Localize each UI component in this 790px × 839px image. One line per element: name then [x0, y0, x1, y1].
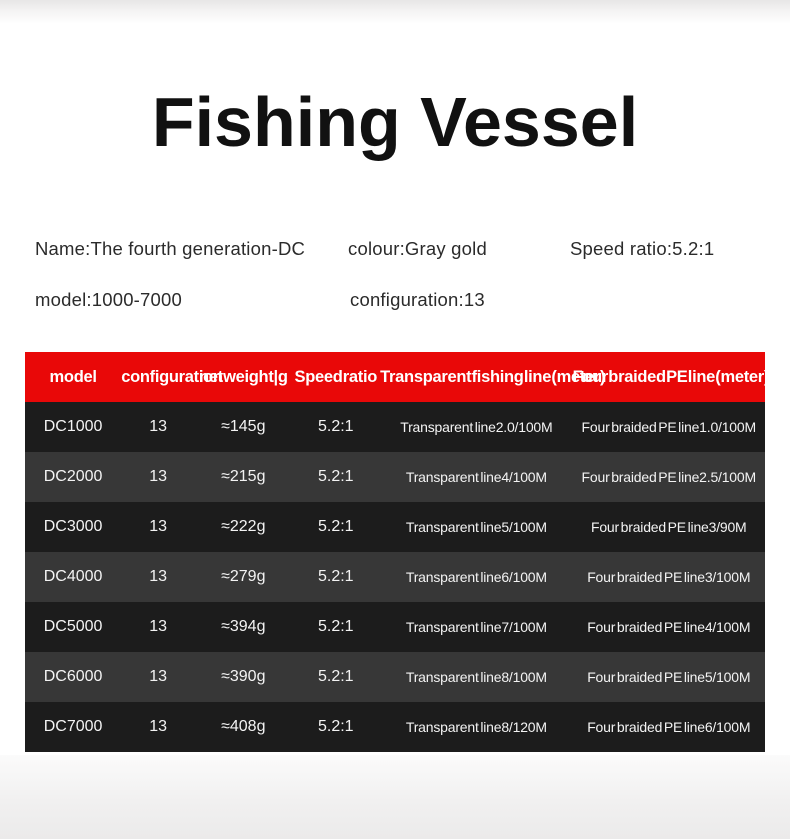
header-cell-transparent-line: Transparent fishing line (meter)	[380, 367, 606, 386]
table-cell: DC4000	[43, 568, 103, 585]
table-cell: 5.2:1	[317, 668, 354, 685]
table-cell: Four braided PE line2.5/100M	[581, 469, 756, 485]
bottom-shade-strip	[0, 755, 790, 839]
table-row	[25, 552, 765, 602]
table-body	[25, 402, 765, 752]
table-row	[25, 452, 765, 502]
table-row	[25, 502, 765, 552]
table-cell: Transparent line2.0/100M	[400, 419, 553, 435]
table-cell: 13	[149, 468, 168, 485]
spec-model: model:1000-7000	[35, 289, 182, 310]
table-cell: 5.2:1	[317, 718, 354, 735]
table-cell: 5.2:1	[317, 518, 354, 535]
header-cell-configuration: configuration	[121, 367, 223, 386]
table-row	[25, 402, 765, 452]
spec-speed-ratio: Speed ratio:5.2:1	[570, 238, 715, 259]
top-shade-strip	[0, 0, 790, 24]
table-cell: DC2000	[43, 468, 103, 485]
table-cell: Transparent line5/100M	[405, 519, 547, 535]
table-cell: DC7000	[43, 718, 103, 735]
table-cell: 13	[149, 618, 168, 635]
table-row	[25, 652, 765, 702]
table-cell: Four braided PE line3/100M	[587, 569, 751, 585]
table-row	[25, 702, 765, 752]
table-cell: ≈408g	[221, 718, 266, 735]
table-cell: Four braided PE line5/100M	[587, 669, 751, 685]
table-cell: 13	[149, 418, 168, 435]
table-cell: Four braided PE line1.0/100M	[581, 419, 756, 435]
table-cell: ≈222g	[221, 518, 266, 535]
spec-name: Name:The fourth generation-DC	[35, 238, 306, 259]
table-cell: Transparent line7/100M	[405, 619, 547, 635]
table-cell: DC6000	[43, 668, 103, 685]
table-cell: ≈394g	[221, 618, 266, 635]
table-cell: ≈215g	[221, 468, 266, 485]
table-row	[25, 602, 765, 652]
table-cell: Four braided PE line3/90M	[590, 519, 747, 535]
table-cell: 5.2:1	[317, 618, 354, 635]
table-cell: Transparent line6/100M	[405, 569, 547, 585]
table-cell: Transparent line8/120M	[405, 719, 547, 735]
spec-configuration: configuration:13	[350, 289, 485, 310]
table-cell: Four braided PE line4/100M	[587, 619, 751, 635]
header-cell-net-weight: net weight|g	[198, 367, 288, 386]
table-cell: 13	[149, 568, 168, 585]
table-cell: ≈279g	[221, 568, 266, 585]
page-title: Fishing Vessel	[151, 83, 639, 161]
table-cell: ≈145g	[221, 418, 266, 435]
table-cell: DC1000	[43, 418, 103, 435]
spec-colour: colour:Gray gold	[348, 238, 487, 259]
header-cell-speed-ratio: Speed ratio	[294, 367, 378, 386]
table-cell: Transparent line8/100M	[405, 669, 547, 685]
table-header-row	[25, 352, 770, 402]
table-cell: DC3000	[43, 518, 103, 535]
table-cell: 5.2:1	[317, 418, 354, 435]
table-cell: 13	[149, 668, 168, 685]
table-cell: 13	[149, 718, 168, 735]
table-cell: 5.2:1	[317, 568, 354, 585]
table-cell: 5.2:1	[317, 468, 354, 485]
spec-table	[25, 352, 770, 752]
spec-line-2	[0, 289, 790, 313]
header-cell-model: model	[49, 367, 97, 386]
table-cell: ≈390g	[221, 668, 266, 685]
table-cell: Four braided PE line6/100M	[587, 719, 751, 735]
spec-line-1	[0, 238, 790, 262]
header-cell-pe-line: Four braided PE line (meter)	[572, 367, 770, 386]
table-cell: DC5000	[43, 618, 103, 635]
table-cell: Transparent line4/100M	[405, 469, 547, 485]
table-cell: 13	[149, 518, 168, 535]
